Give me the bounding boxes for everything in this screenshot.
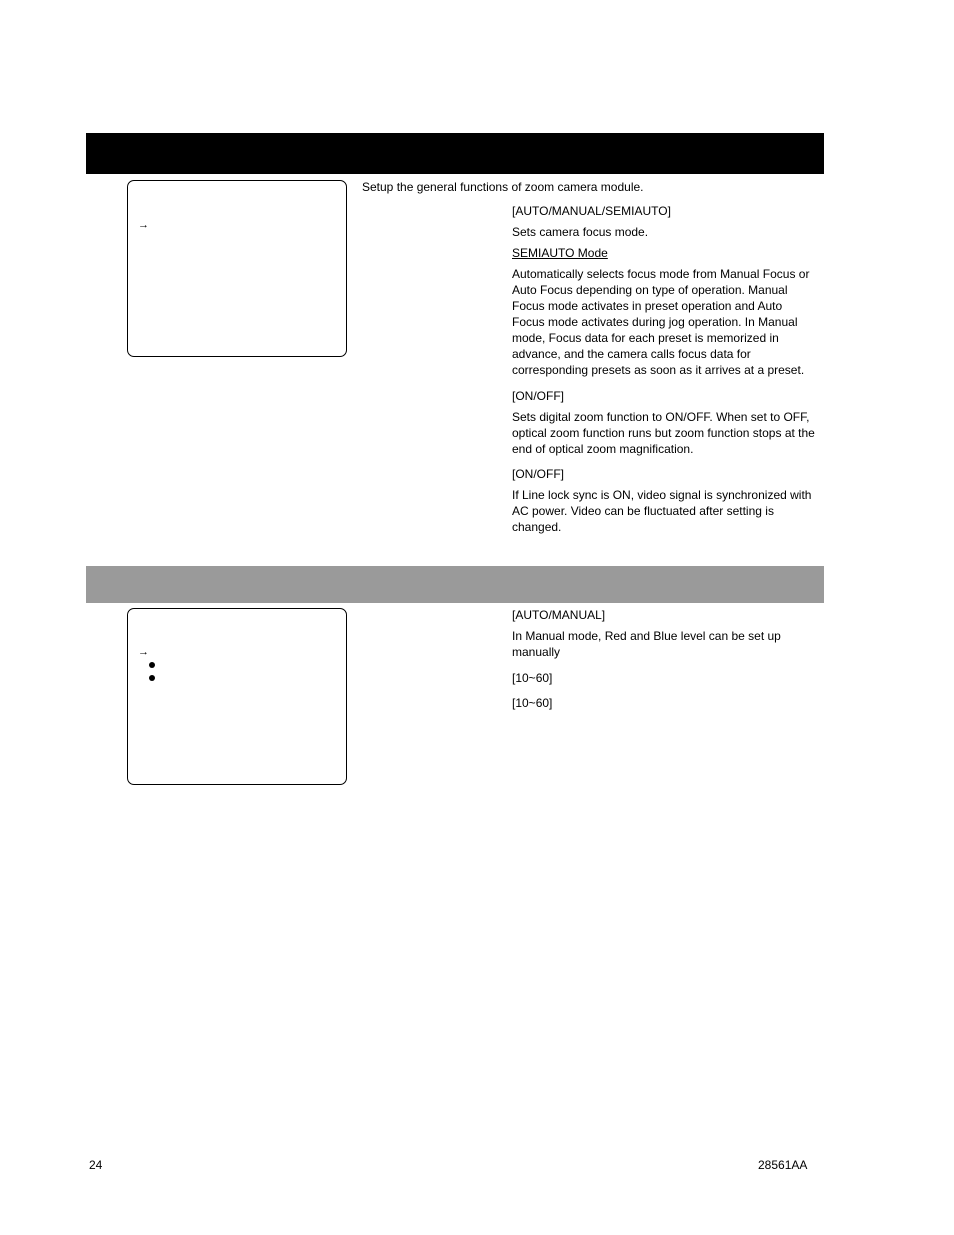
section-subheader-bar	[86, 566, 824, 603]
description-column-camera	[512, 203, 817, 535]
document-code: 28561AA	[758, 1158, 808, 1172]
white-balance-description: In Manual mode, Red and Blue level can be set up manually	[512, 629, 781, 659]
line-lock-description: If Line lock sync is ON, video signal is synchronized with AC power. Video can be fluctuated after setting is changed.	[512, 488, 812, 534]
focus-description: Sets camera focus mode.	[512, 225, 649, 239]
osd-menu-box-white-balance	[127, 608, 347, 785]
digital-zoom-options: [ON/OFF]	[512, 389, 564, 403]
cursor-arrow-icon: →	[138, 219, 149, 231]
focus-options: [AUTO/MANUAL/SEMIAUTO]	[512, 204, 671, 218]
osd-menu-box-camera	[127, 180, 347, 357]
blue-level-range: [10~60]	[512, 696, 553, 710]
description-column-white-balance	[512, 607, 817, 711]
digital-zoom-description: Sets digital zoom function to ON/OFF. When set to OFF, optical zoom function runs but zoom function stops at the end of optical zoom magnification.	[512, 410, 815, 456]
intro-text: Setup the general functions of zoom camera module.	[362, 180, 644, 194]
line-lock-options: [ON/OFF]	[512, 467, 564, 481]
semiauto-title: SEMIAUTO Mode	[512, 246, 608, 260]
white-balance-options: [AUTO/MANUAL]	[512, 608, 606, 622]
page-number: 24	[89, 1158, 103, 1172]
bullet-icon	[149, 662, 155, 668]
semiauto-description: Automatically selects focus mode from Manual Focus or Auto Focus depending on type of operation. Manual Focus mode activates in preset operation and Auto Focus mode activates during jog operation. In Manual mode, Focus data for each preset is memorized in advance, and the camera calls focus data for corresponding presets as soon as it arrives at a preset.	[512, 267, 810, 377]
red-level-range: [10~60]	[512, 671, 553, 685]
section-header-bar	[86, 133, 824, 174]
bullet-icon	[149, 675, 155, 681]
cursor-arrow-icon: →	[138, 646, 149, 658]
